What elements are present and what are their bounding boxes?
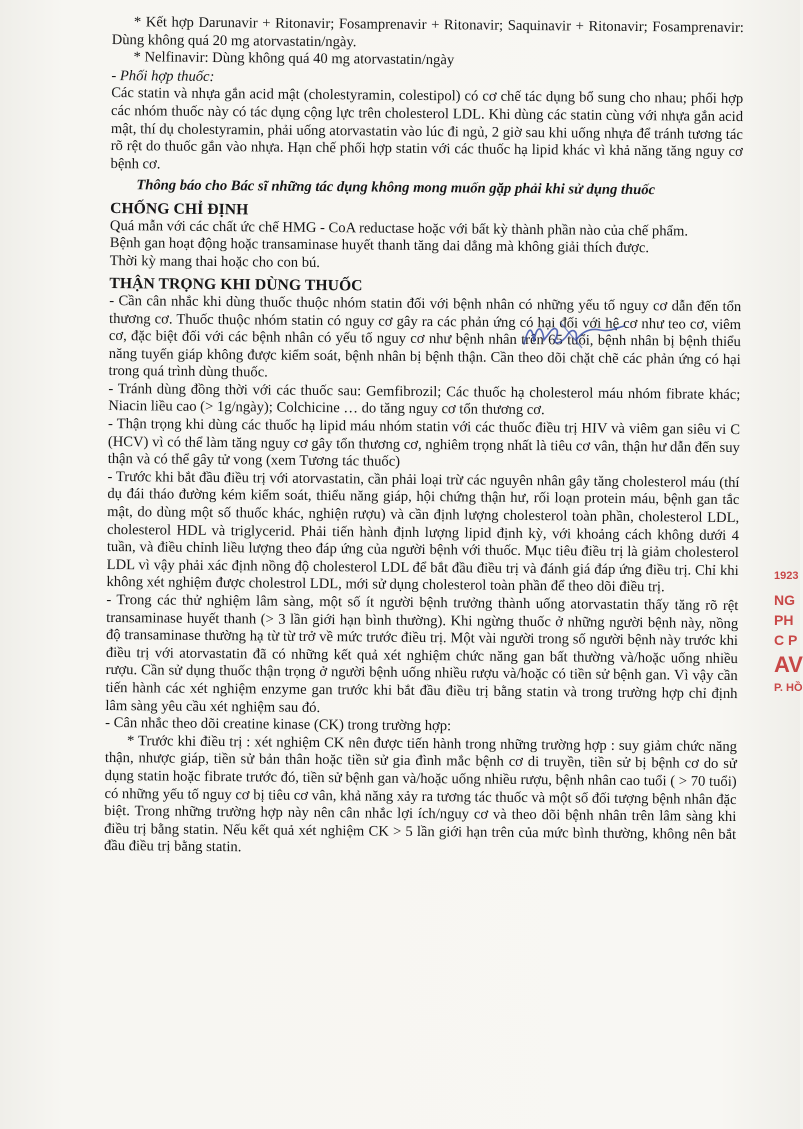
dosage-line-combination: * Kết hợp Darunavir + Ritonavir; Fosamprenavir + Ritonavir; Saquinavir + Ritonavir; Fosamprenavir: Dùng không quá 20 mg atorvastatin/ngày. <box>111 14 744 50</box>
precautions-heading: THẬN TRỌNG KHI DÙNG THUỐC <box>109 275 363 295</box>
drug-combination-body: Các statin và nhựa gắn acid mật (cholestyramin, colestipol) có cơ chế tác dụng bổ sung cho nhau; phối hợp các nhóm thuốc này có tác dụng cộng lực trên cholesterol LDL. Khi dùng các statin cùng với nhựa gắn acid mật, thí dụ cholestyramin, phải uống atorvastatin vào lúc đi ngủ, 2 giờ sau khi uống nhựa để tránh tương tác rõ rệt do thuốc gắn vào nhựa. Hạn chế phối hợp statin với các thuốc hạ lipid khác vì khả năng tăng nguy cơ bệnh cơ. <box>110 85 744 173</box>
handwritten-signature <box>520 318 630 352</box>
precaution-item: - Trong các thử nghiệm lâm sàng, một số ít người bệnh trưởng thành uống atorvastatin thấy tăng rõ rệt transaminase huyết thanh (> 3 lần giới hạn bình thường). Khi ngừng thuốc ở những người bệnh này, nồng độ transaminase thường hạ từ từ trở về mức trước điều trị. Một vài người trong số người bệnh này trước khi điều trị với atorvastatin đã có những kết quả xét nghiệm chức năng gan bất thường và/hoặc uống nhiều rượu. Cần sử dụng thuốc thận trọng ở người bệnh uống nhiều rượu và/hoặc có tiền sử bệnh gan. Vì vậy cần tiến hành các xét nghiệm enzyme gan trước khi bắt đầu điều trị bằng statin và trong trường hợp chỉ định lâm sàng yêu cầu xét nghiệm sau đó. <box>105 591 739 716</box>
precaution-item: - Trước khi bắt đầu điều trị với atorvastatin, cần phải loại trừ các nguyên nhân gây tăng cholesterol máu (thí dụ đái tháo đường kém kiểm soát, thiểu năng giáp, hội chứng thận hư, rối loạn protein máu, bệnh gan tắc mật, do dùng một số thuốc khác, nghiện rượu) và cần định lượng cholesterol toàn phần, cholesterol LDL, cholesterol HDL và triglycerid. Phải tiến hành định lượng lipid định kỳ, với khoảng cách không dưới 4 tuần, và điều chỉnh liều lượng theo đáp ứng của người bệnh với thuốc. Mục tiêu điều trị là giảm cholesterol LDL vì vậy phải xác định nồng độ cholesterol LDL để bắt đầu điều trị và đánh giá đáp ứng điều trị. Chỉ khi không xét nghiệm được cholestrol LDL, mới sử dụng cholesterol toàn phần để theo dõi điều trị. <box>106 468 740 596</box>
contraindication-item: Thời kỳ mang thai hoặc cho con bú. <box>109 252 321 271</box>
contraindication-item: Bệnh gan hoạt động hoặc transaminase huyết thanh tăng dai dẳng mà không giải thích được. <box>109 235 650 257</box>
precaution-item: - Cần cân nhắc khi dùng thuốc thuộc nhóm statin đối với bệnh nhân có những yếu tố nguy cơ dẫn đến tổn thương cơ. Thuốc thuộc nhóm statin có nguy cơ gây ra các phản ứng có hại đối với hệ cơ như teo cơ, viêm cơ, đặc biệt đối với các bệnh nhân có yếu tố nguy cơ như bệnh nhân trên 65 tuổi, bệnh nhân bị bệnh thiểu năng tuyến giáp không được kiểm soát, bệnh nhân bị bệnh thận. Cần theo dõi chặt chẽ các phản ứng có hại trong quá trình dùng thuốc. <box>108 292 742 381</box>
precaution-item: - Cân nhắc theo dõi creatine kinase (CK) trong trường hợp: <box>105 715 452 735</box>
ck-monitoring-item: * Trước khi điều trị : xét nghiệm CK nên được tiến hành trong những trường hợp : suy giảm chức năng thận, nhược giáp, tiền sử bản thân hoặc tiền sử gia đình mắc bệnh cơ di truyền, tiền sử bị bệnh cơ do sử dụng statin hoặc fibrate trước đó, tiền sử bệnh gan và/hoặc uống nhiều rượu, bệnh nhân cao tuổi ( > 70 tuổi) có những yếu tố nguy cơ bị tiêu cơ vân, khả năng xảy ra tương tác thuốc và một số đối tượng bệnh nhân đặc biệt. Trong những trường hợp này nên cân nhắc lợi ích/nguy cơ và theo dõi bệnh nhân trên lâm sàng khi điều trị bằng statin. Nếu kết quả xét nghiệm CK > 5 lần giới hạn trên của mức bình thường, không nên bắt đầu điều trị bằng statin. <box>103 732 738 856</box>
stamp-fragment: AV <box>774 652 803 677</box>
contraindications-heading: CHỐNG CHỈ ĐỊNH <box>110 199 249 219</box>
precaution-item: - Thận trọng khi dùng các thuốc hạ lipid máu nhóm statin với các thuốc điều trị HIV và viêm gan siêu vi C (HCV) vì có thể làm tăng nguy cơ gây tổn thương cơ, nghiêm trọng nhất là tiêu cơ vân, thận hư dẫn đến suy thận và có thể gây tử vong (xem Tương tác thuốc) <box>107 416 741 471</box>
document-body <box>104 14 744 862</box>
red-stamp-edge <box>766 430 803 710</box>
stamp-fragment: NG <box>774 592 795 608</box>
stamp-fragment: PH <box>774 612 794 628</box>
side-effects-notice: Thông báo cho Bác sĩ những tác dụng không mong muốn gặp phải khi sử dụng thuốc <box>136 177 656 199</box>
stamp-fragment: P. HỒ <box>774 682 803 694</box>
stamp-fragment: 1923 <box>774 570 799 582</box>
precaution-item: - Tránh dùng đồng thời với các thuốc sau: Gemfibrozil; Các thuốc hạ cholesterol máu nhóm fibrate khác; Niacin liều cao (> 1g/ngày); Colchicine … do tăng nguy cơ tổn thương cơ. <box>108 380 741 419</box>
drug-combination-heading: - Phối hợp thuốc: <box>111 67 215 85</box>
dosage-line-nelfinavir: * Nelfinavir: Dùng không quá 40 mg atorvastatin/ngày <box>133 49 455 69</box>
contraindication-item: Quá mẫn với các chất ức chế HMG - CoA reductase hoặc với bất kỳ thành phần nào của chế phẩm. <box>109 217 689 240</box>
stamp-fragment: C P <box>774 632 798 648</box>
